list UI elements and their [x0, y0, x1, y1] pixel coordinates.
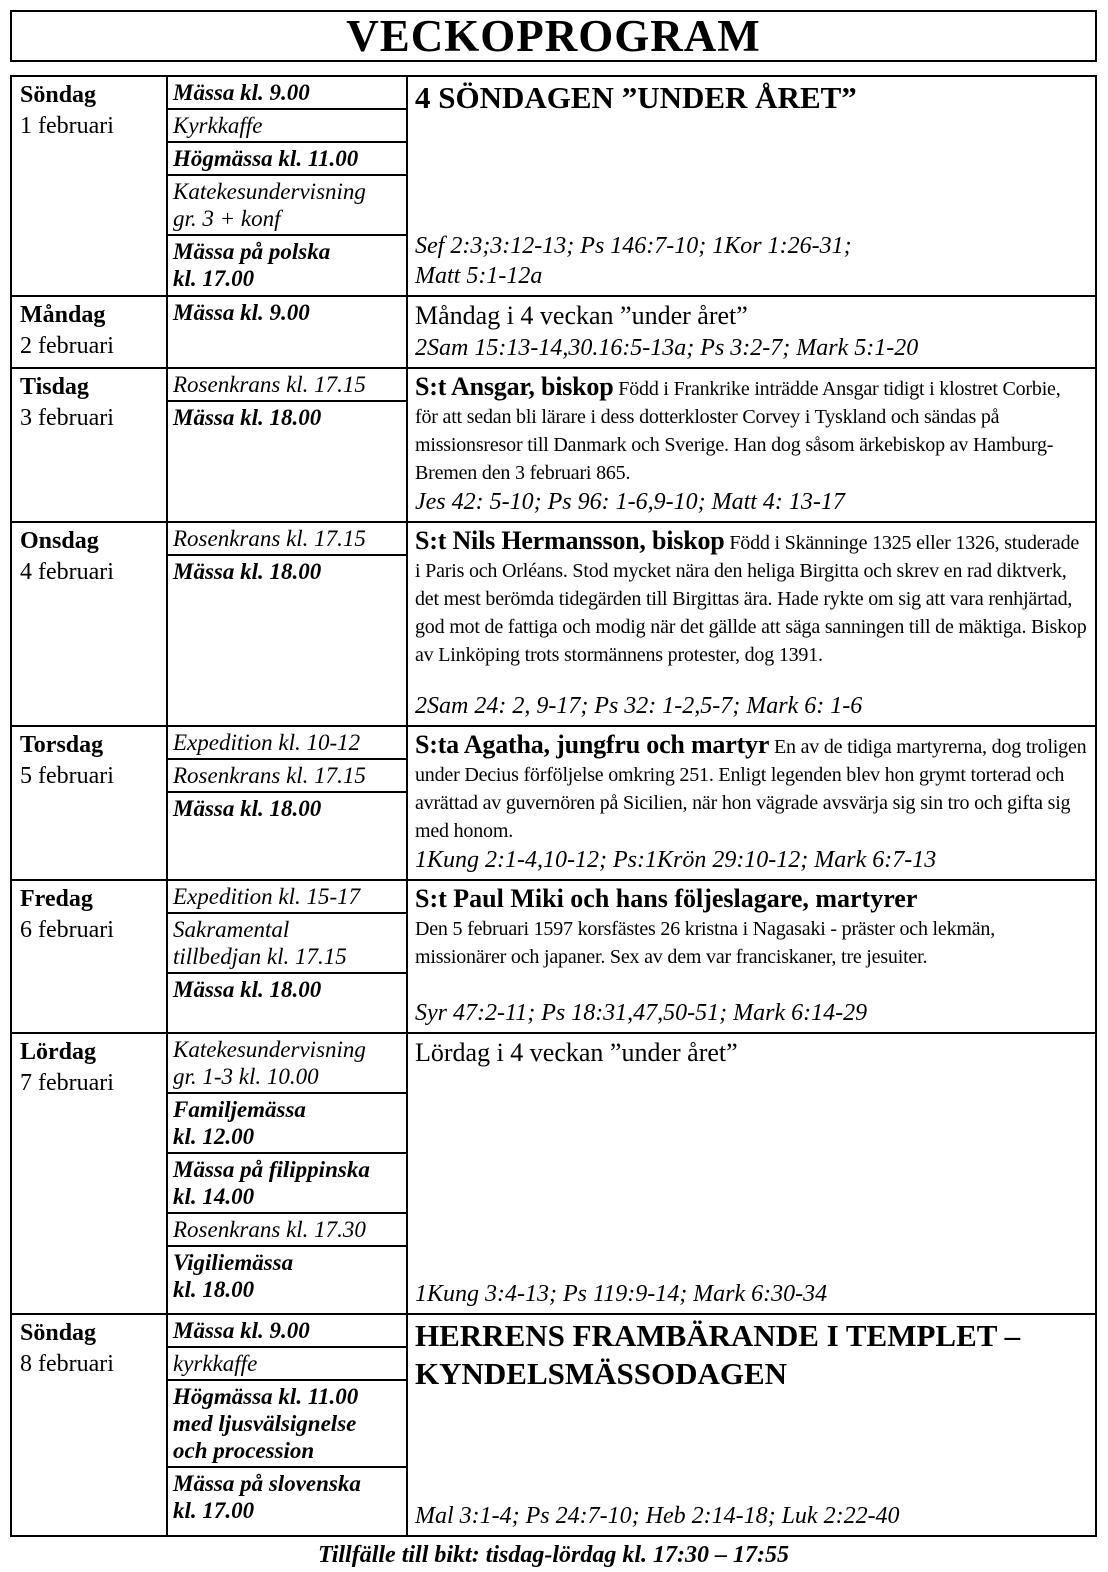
readings: Mal 3:1-4; Ps 24:7-10; Heb 2:14-18; Luk 2:22-40 — [415, 1503, 900, 1529]
saint-name: S:t Ansgar, biskop — [415, 372, 614, 401]
spacer — [415, 1393, 1087, 1501]
readings: Syr 47:2-11; Ps 18:31,47,50-51; Mark 6:14-29 — [415, 1000, 868, 1026]
table-row — [12, 727, 1095, 881]
service-item: Vigiliemässa kl. 18.00 — [173, 1250, 294, 1302]
service-item: Rosenkrans kl. 17.15 — [168, 523, 406, 556]
saint-name: S:t Nils Hermansson, biskop — [415, 526, 725, 555]
day-name: Onsdag — [20, 528, 99, 554]
table-row — [12, 369, 1095, 523]
day-date: 8 februari — [20, 1351, 114, 1377]
saint-name: S:t Paul Miki och hans följeslagare, martyrer — [415, 884, 918, 913]
spacer — [415, 669, 1087, 691]
description-cell — [408, 1315, 1095, 1535]
description-text: Den 5 februari 1597 korsfästes 26 kristna i Nagasaki - präster och lekmän, missionärer och japaner. Sex av dem var franciskaner, tre jesuiter. — [415, 918, 996, 968]
description-cell — [408, 881, 1095, 1032]
spacer — [415, 971, 1087, 998]
saint-name: S:ta Agatha, jungfru och martyr — [415, 730, 770, 759]
service-item: Mässa kl. 9.00 — [168, 77, 406, 110]
service-item: Expedition kl. 10-12 — [168, 727, 406, 760]
description-text: En av de tidiga martyrerna, dog troligen under Decius förföljelse omkring 251. Enligt legenden blev hon grymt torterad och avrättad av guvernören på Sicilien, när hon vägrade avsvärja sig sin tro och gifta sig med honom. — [415, 736, 1087, 842]
readings: Jes 42: 5-10; Ps 96: 1-6,9-10; Matt 4: 13-17 — [415, 489, 845, 515]
table-row — [12, 1315, 1095, 1535]
day-name: Lördag — [20, 1039, 97, 1065]
service-item: Mässa kl. 18.00 — [173, 796, 322, 821]
day-date: 7 februari — [20, 1070, 114, 1096]
service-item: Högmässa kl. 11.00 med ljusvälsignelse och procession — [168, 1381, 406, 1468]
description-cell — [408, 523, 1095, 725]
table-row — [12, 881, 1095, 1034]
description-cell — [408, 369, 1095, 521]
service-item: Mässa kl. 9.00 — [168, 1315, 406, 1348]
service-item: Sakramental tillbedjan kl. 17.15 — [168, 914, 406, 974]
service-item: Rosenkrans kl. 17.30 — [168, 1214, 406, 1247]
page-title — [10, 10, 1097, 62]
service-item: Mässa kl. 18.00 — [173, 559, 322, 584]
day-date: 4 februari — [20, 559, 114, 585]
saint-description — [415, 371, 1087, 487]
service-item: Rosenkrans kl. 17.15 — [168, 369, 406, 402]
service-item: Mässa kl. 18.00 — [173, 405, 322, 430]
day-name: Tisdag — [20, 374, 89, 400]
service-item: Katekesundervisning gr. 3 + konf — [168, 176, 406, 236]
confession-note: Tillfälle till bikt: tisdag-lördag kl. 17:30 – 17:55 — [317, 1542, 790, 1568]
description-text: Född i Frankrike inträdde Ansgar tidigt i klostret Corbie, för att sedan bli lärare i dess dotterkloster Corvey i Tyskland och sändas på missionsresor till Danmark och Sverige. Han dog såsom ärkebiskop av Hamburg-Bremen den 3 februari 865. — [415, 378, 1061, 484]
day-date: 5 februari — [20, 763, 114, 789]
weekday-heading: Lördag i 4 veckan ”under året” — [415, 1038, 738, 1067]
service-item: kyrkkaffe — [168, 1348, 406, 1381]
feast-heading: 4 SÖNDAGEN ”UNDER ÅRET” — [415, 80, 857, 115]
service-item: Mässa kl. 9.00 — [173, 300, 310, 325]
saint-description — [415, 729, 1087, 845]
description-cell — [408, 1034, 1095, 1313]
day-cell — [12, 523, 168, 725]
day-cell — [12, 1315, 168, 1535]
day-cell — [12, 881, 168, 1032]
service-item: Kyrkkaffe — [168, 110, 406, 143]
service-item: Högmässa kl. 11.00 — [168, 143, 406, 176]
feast-heading: HERRENS FRAMBÄRANDE I TEMPLET – KYNDELSMÄSSODAGEN — [415, 1318, 1021, 1391]
weekday-heading: Måndag i 4 veckan ”under året” — [415, 301, 748, 330]
saint-description — [415, 525, 1087, 669]
day-name: Söndag — [20, 1320, 97, 1346]
spacer — [415, 1070, 1087, 1279]
day-cell — [12, 369, 168, 521]
readings: Sef 2:3;3:12-13; Ps 146:7-10; 1Kor 1:26-31; Matt 5:1-12a — [415, 233, 852, 289]
page-title-text: VECKOPROGRAM — [346, 11, 761, 61]
readings: 1Kung 3:4-13; Ps 119:9-14; Mark 6:30-34 — [415, 1281, 828, 1307]
day-cell — [12, 727, 168, 879]
day-date: 2 februari — [20, 333, 114, 359]
service-item: Katekesundervisning gr. 1-3 kl. 10.00 — [168, 1034, 406, 1094]
readings: 2Sam 24: 2, 9-17; Ps 32: 1-2,5-7; Mark 6: 1-6 — [415, 693, 863, 719]
service-item: Mässa på filippinska kl. 14.00 — [168, 1154, 406, 1214]
services-cell — [168, 727, 408, 879]
spacer — [415, 117, 1087, 231]
service-item: Mässa på polska kl. 17.00 — [173, 239, 331, 291]
day-name: Torsdag — [20, 732, 104, 758]
services-cell — [168, 369, 408, 521]
description-cell — [408, 297, 1095, 367]
day-date: 3 februari — [20, 405, 114, 431]
description-cell — [408, 727, 1095, 879]
readings: 1Kung 2:1-4,10-12; Ps:1Krön 29:10-12; Mark 6:7-13 — [415, 847, 937, 873]
day-date: 1 februari — [20, 113, 114, 139]
day-name: Fredag — [20, 886, 93, 912]
readings: 2Sam 15:13-14,30.16:5-13a; Ps 3:2-7; Mark 5:1-20 — [415, 335, 919, 361]
services-cell — [168, 1315, 408, 1535]
table-row — [12, 77, 1095, 297]
table-row — [12, 297, 1095, 369]
services-cell — [168, 881, 408, 1032]
schedule-table — [10, 75, 1097, 1537]
day-cell — [12, 1034, 168, 1313]
service-item: Mässa kl. 18.00 — [173, 977, 322, 1002]
day-date: 6 februari — [20, 917, 114, 943]
day-cell — [12, 297, 168, 367]
service-item: Mässa på slovenska kl. 17.00 — [173, 1471, 361, 1523]
description-text: Född i Skänninge 1325 eller 1326, studerade i Paris och Orléans. Stod mycket nära den heliga Birgitta och skrev en rad diktverk, det mest berömda tidegärden till Birgittas ära. Hade rykte om sig att vara renhjärtad, god mot de fattiga och modig när det gällde att säga sanningen till de mäktiga. Biskop av Linköping trots stormännens protester, dog 1391. — [415, 532, 1087, 666]
description-cell — [408, 77, 1095, 295]
day-cell — [12, 77, 168, 295]
services-cell — [168, 297, 408, 367]
day-name: Söndag — [20, 82, 97, 108]
services-cell — [168, 1034, 408, 1313]
day-name: Måndag — [20, 302, 106, 328]
services-cell — [168, 523, 408, 725]
service-item: Rosenkrans kl. 17.15 — [168, 760, 406, 793]
table-row — [12, 1034, 1095, 1315]
service-item: Expedition kl. 15-17 — [168, 881, 406, 914]
table-row — [12, 523, 1095, 727]
service-item: Familjemässa kl. 12.00 — [168, 1094, 406, 1154]
services-cell — [168, 77, 408, 295]
